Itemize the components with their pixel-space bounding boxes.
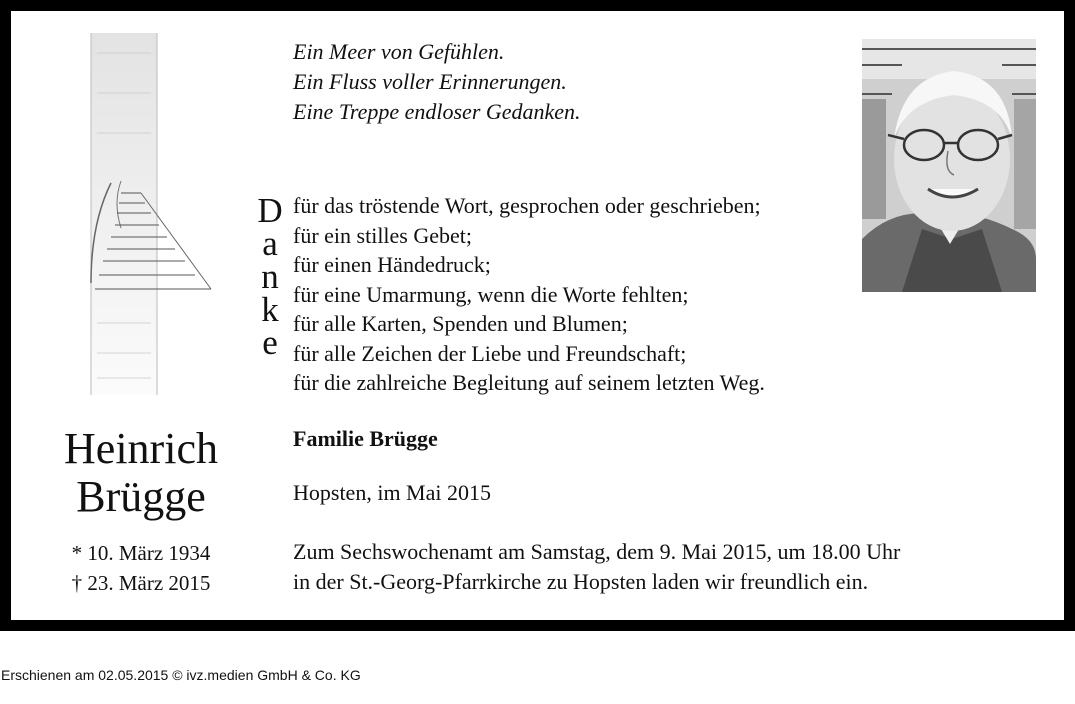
thanks-line: für alle Karten, Spenden und Blumen;: [293, 311, 628, 336]
danke-vertical-word: [257, 191, 283, 362]
deceased-last-name: Brügge: [76, 472, 206, 521]
thanks-line: für einen Händedruck;: [293, 252, 491, 277]
mass-announcement: [293, 537, 900, 597]
poem-line: Ein Fluss voller Erinnerungen.: [293, 69, 567, 94]
announcement-line: Zum Sechswochenamt am Samstag, dem 9. Mai 2015, um 18.00 Uhr: [293, 539, 901, 564]
thanks-line: für ein stilles Gebet;: [293, 222, 473, 248]
thanks-list: [293, 191, 765, 398]
danke-letter: k: [261, 290, 279, 329]
birth-date: * 10. März 1934: [71, 541, 211, 565]
announcement-line: in der St.-Georg-Pfarrkirche zu Hopsten laden wir freundlich ein.: [293, 569, 869, 594]
portrait-photo: [862, 39, 1036, 292]
thanks-line: für das tröstende Wort, gesprochen oder geschrieben;: [293, 193, 761, 218]
staircase-illustration: [81, 33, 221, 395]
deceased-first-name: Heinrich: [64, 424, 218, 473]
thanks-line: für alle Zeichen der Liebe und Freundschaft;: [293, 340, 687, 366]
life-dates: [11, 538, 271, 598]
deceased-name: [11, 425, 271, 521]
thanks-line: für eine Umarmung, wenn die Worte fehlten;: [293, 281, 689, 307]
death-date: † 23. März 2015: [71, 571, 211, 595]
danke-letter: e: [262, 323, 278, 362]
publication-footer: Erschienen am 02.05.2015 © ivz.medien GmbH & Co. KG: [1, 667, 361, 683]
thanks-line: für die zahlreiche Begleitung auf seinem letzten Weg.: [293, 370, 765, 395]
danke-letter: a: [262, 224, 278, 263]
family-signature: Familie Brügge: [293, 426, 438, 451]
danke-letter: n: [261, 257, 279, 296]
poem: [293, 37, 581, 127]
poem-line: Eine Treppe endloser Gedanken.: [293, 99, 581, 124]
danke-letter: D: [257, 191, 283, 230]
poem-line: Ein Meer von Gefühlen.: [293, 39, 505, 64]
place-date: Hopsten, im Mai 2015: [293, 480, 491, 505]
